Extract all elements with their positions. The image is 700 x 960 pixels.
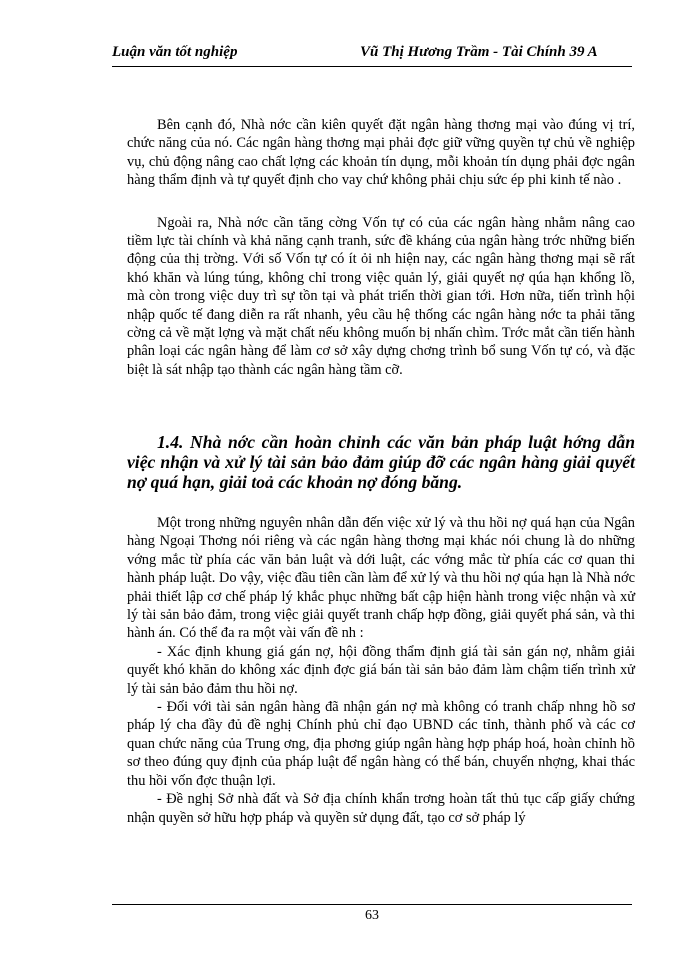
paragraph: Một trong những nguyên nhân dẫn đến việc xử lý và thu hồi nợ quá hạn của Ngân hàng Ngoại Thơng nói riêng và các ngân hàng thơng mại khác nói chung là do những vớng mắc từ phía các văn bản luật và dới luật, các vớng mắc từ phía các cơ quan thi hành pháp luật. Do vậy, việc đầu tiên cần làm để xử lý và thu hồi nợ qúa hạn là Nhà nớc phải thiết lập cơ chế pháp lý khắc phục những bất cập hiện hành trong việc nhận và xử lý tài sản bảo đảm, trong việc giải quyết tranh chấp hợp đồng, giải quyết phá sản, và thi hành án. Có thể đa ra một vài vấn đề nh : [127,515,635,642]
page-number: 63 [365,908,379,923]
footer-divider [112,904,632,905]
paragraph: Ngoài ra, Nhà nớc cần tăng cờng Vốn tự có của các ngân hàng nhằm nâng cao tiềm lực tài chính và khả năng cạnh tranh, sức đề kháng của ngân hàng trớc những biến động của thị trờng. Với số Vốn tự có ít ỏi nh hiện nay, các ngân hàng thơng mại sẽ rất khó khăn và lúng túng, không chỉ trong việc quản lý, giải quyết nợ qúa hạn khổng lồ, mà còn trong việc duy trì sự tồn tại và phát triển thời gian tới. Hơn nữa, tiến trình hội nhập quốc tế đang diễn ra rất nhanh, yêu cầu hệ thống các ngân hàng nớc ta phải tăng cờng cả về mặt lợng và mặt chất nếu không muốn bị nhấn chìm. Trớc mắt cần tiến hành phân loại các ngân hàng để làm cơ sở xây dựng chơng trình bổ sung Vốn tự có, và đặc biệt là sát nhập tạo thành các ngân hàng tầm cỡ. [127,214,635,378]
header-divider [112,66,632,67]
header-right-author: Vũ Thị Hương Trầm - Tài Chính 39 A [360,44,598,60]
section-heading: 1.4. Nhà nớc cần hoàn chỉnh các văn bản pháp luật hớng dẫn việc nhận và xử lý tài sản bảo đảm giúp đỡ các ngân hàng giải quyết nợ quá hạn, giải toả các khoản nợ đóng băng. [127,432,635,492]
bullet-paragraph: - Đề nghị Sở nhà đất và Sở địa chính khẩn trơng hoàn tất thủ tục cấp giấy chứng nhận quyền sở hữu hợp pháp và quyền sử dụng đất, tạo cơ sở pháp lý [127,791,635,826]
paragraph: Bên cạnh đó, Nhà nớc cần kiên quyết đặt ngân hàng thơng mại vào đúng vị trí, chức năng của nó. Các ngân hàng thơng mại phải đợc giữ vững quyền tự chủ về nghiệp vụ, chủ động nâng cao chất lợng các khoản tín dụng, mỗi khoản tín dụng phải đợc ngân hàng thẩm định và tự quyết định cho vay chứ không phải chịu sức ép phi kinh tế nào . [127,117,635,189]
bullet-paragraph: - Xác định khung giá gán nợ, hội đồng thẩm định giá tài sản gán nợ, nhằm giải quyết khó khăn do không xác định đợc giá bán tài sản bảo đảm làm chậm tiến trình xử lý tài sản bảo đảm thu hồi nợ. [127,643,635,697]
header-left-title: Luận văn tốt nghiệp [112,44,238,60]
bullet-paragraph: - Đối với tài sản ngân hàng đã nhận gán nợ mà không có tranh chấp nhng hồ sơ pháp lý cha đầy đủ đề nghị Chính phủ chỉ đạo UBND các tỉnh, thành phố và các cơ quan chức năng của Trung ơng, địa phơng giúp ngân hàng hợp pháp hoá, hoàn chỉnh hồ sơ theo đúng quy định của pháp luật để ngân hàng có thể bán, chuyển nhợng, khai thác thu hồi vốn đợc thuận lợi. [127,699,635,789]
body-top [127,116,635,379]
body-section [127,514,635,827]
